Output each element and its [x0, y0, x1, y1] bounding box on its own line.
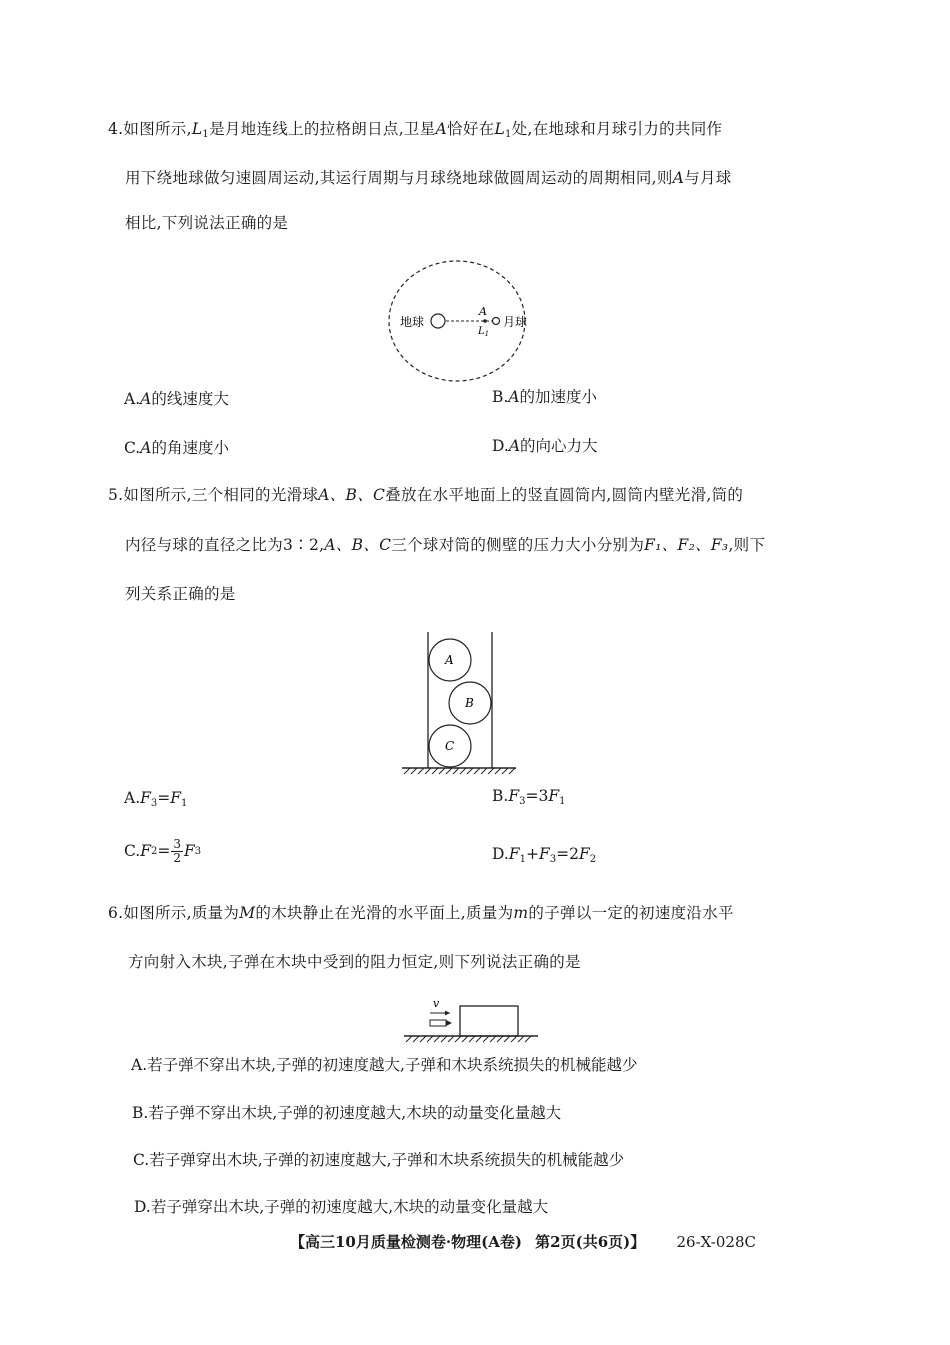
force-symbol: F: [170, 789, 182, 807]
satellite-A-dot: [483, 319, 487, 323]
symbol-A: A: [672, 169, 685, 187]
q5-text: 列关系正确的是: [125, 585, 236, 603]
q5-cylinder-figure: [398, 628, 520, 776]
option-text: 若子弹穿出木块,子弹的初速度越大,子弹和木块系统损失的机械能越少: [149, 1151, 625, 1169]
q6-option-b[interactable]: [132, 1106, 561, 1122]
footer-title: 【高三10月质量检测卷·物理(A卷): [290, 1233, 522, 1251]
option-text: 的角速度小: [151, 439, 229, 457]
option-letter: B.: [132, 1104, 149, 1122]
q5-stem-line-3: [125, 587, 236, 603]
ratio: 3∶2,: [283, 536, 325, 554]
q5-option-a[interactable]: [124, 791, 187, 807]
option-letter: D.: [492, 845, 509, 863]
q5-text: ,则下: [728, 536, 766, 554]
mass-M: M: [239, 904, 256, 922]
earth-label: 地球: [400, 315, 425, 329]
option-text: 的线速度大: [151, 390, 229, 408]
q6-option-d[interactable]: [134, 1200, 548, 1216]
option-letter: C.: [124, 439, 141, 457]
velocity-label: v: [433, 997, 440, 1010]
balls-abc: A、B、C: [318, 486, 386, 504]
symbol-L1: L: [494, 120, 506, 138]
q4-option-c[interactable]: [124, 441, 229, 457]
option-letter: D.: [492, 437, 509, 455]
q4-text: 相比,下列说法正确的是: [125, 214, 289, 232]
footer-page: 第2页(共6页)】: [535, 1233, 646, 1251]
q5-text: 如图所示,三个相同的光滑球: [123, 486, 319, 504]
plus: +: [525, 845, 539, 863]
bullet-tip: [446, 1020, 452, 1026]
lagrange-label: $L_1$: [478, 326, 490, 338]
option-text: 若子弹穿出木块,子弹的初速度越大,木块的动量变化量越大: [150, 1198, 549, 1216]
option-subject: A: [140, 439, 152, 457]
option-text: 的加速度小: [519, 388, 598, 406]
mass-m: m: [513, 904, 529, 922]
ball-c-label: C: [445, 739, 455, 753]
option-letter: A.: [124, 390, 141, 408]
force-symbol: F: [184, 841, 195, 860]
q4-option-d[interactable]: [492, 439, 598, 455]
q5-text: 内径与球的直径之比为: [125, 536, 284, 554]
fraction: [171, 838, 183, 865]
force-symbol: F: [140, 789, 151, 807]
symbol-L1: L: [191, 120, 203, 138]
symbol-A: A: [435, 120, 448, 138]
q6-bullet-block-figure: [400, 996, 550, 1046]
option-subject: A: [140, 390, 152, 408]
subscript: 3: [549, 854, 557, 865]
q6-stem-line-1: [108, 906, 734, 922]
forces: F₁、F₂、F₃: [644, 536, 729, 554]
satellite-A-label: A: [479, 305, 487, 318]
force-symbol: F: [508, 845, 520, 863]
ground-hatching: [404, 768, 515, 774]
option-letter: A.: [124, 789, 141, 807]
moon-circle: [493, 318, 500, 325]
q6-option-c[interactable]: [133, 1153, 624, 1169]
q4-option-a[interactable]: [124, 392, 229, 408]
moon-label: 月球: [503, 315, 528, 329]
force-symbol: F: [538, 845, 550, 863]
equals: =2: [556, 845, 579, 863]
q5-option-d[interactable]: [492, 847, 596, 863]
option-subject: A: [508, 388, 520, 406]
option-letter: C.: [124, 841, 141, 860]
equals: =: [157, 789, 171, 807]
force-symbol: F: [140, 841, 151, 860]
ball-b-label: B: [465, 696, 474, 710]
ball-a-label: A: [445, 653, 454, 667]
subscript: 1: [202, 129, 210, 140]
subscript: 3: [150, 798, 158, 809]
q5-text: 三个球对筒的侧壁的压力大小分别为: [391, 536, 645, 554]
subscript: 1: [181, 798, 188, 809]
equals: =3: [525, 787, 549, 805]
option-subject: A: [508, 437, 521, 455]
q6-number: 6.: [108, 904, 124, 922]
q6-text: 方向射入木块,子弹在木块中受到的阻力恒定,则下列说法正确的是: [128, 953, 581, 971]
option-letter: B.: [492, 388, 509, 406]
q4-text: 恰好在: [447, 120, 495, 138]
force-symbol: F: [578, 845, 590, 863]
q5-number: 5.: [108, 486, 124, 504]
q4-text: 处,在地球和月球引力的共同作: [511, 120, 723, 138]
q5-stem-line-1: [108, 488, 743, 504]
q6-text: 的木块静止在光滑的水平面上,质量为: [255, 904, 514, 922]
option-letter: D.: [134, 1198, 151, 1216]
q4-orbit-figure: [380, 255, 560, 385]
q5-option-b[interactable]: [492, 789, 565, 805]
q4-stem-line-1: [108, 122, 722, 138]
option-letter: B.: [492, 787, 509, 805]
option-letter: C.: [133, 1151, 150, 1169]
q4-text: 是月地连线上的拉格朗日点,卫星: [209, 120, 436, 138]
q4-number: 4.: [108, 120, 124, 138]
footer-code: 26-X-028C: [676, 1233, 756, 1251]
subscript: 1: [559, 796, 566, 807]
q5-option-c[interactable]: C. F 2 = $\frac{3}{2}$ F 3: [124, 837, 202, 865]
q4-stem-line-3: [125, 216, 288, 232]
bullet: [430, 1020, 446, 1026]
force-symbol: F: [548, 787, 560, 805]
fraction-denominator: 2: [173, 851, 182, 865]
q4-option-b[interactable]: [492, 390, 597, 406]
wood-block: [460, 1006, 518, 1036]
option-text: 若子弹不穿出木块,子弹的初速度越大,木块的动量变化量越大: [148, 1104, 562, 1122]
q4-text: 与月球: [684, 169, 732, 187]
q6-stem-line-2: [128, 955, 581, 971]
q6-option-a[interactable]: [131, 1058, 637, 1074]
fraction-numerator: 3: [173, 837, 182, 851]
q5-text: 叠放在水平地面上的竖直圆筒内,圆筒内壁光滑,筒的: [385, 486, 744, 504]
balls-abc: A、B、C: [324, 536, 392, 554]
q4-text: 如图所示,: [123, 120, 192, 138]
subscript: 2: [589, 854, 597, 865]
q5-stem-line-2: [125, 538, 765, 554]
force-symbol: F: [508, 787, 520, 805]
page-footer: [290, 1231, 756, 1252]
option-text: 的向心力大: [520, 437, 598, 455]
q4-text: 用下绕地球做匀速圆周运动,其运行周期与月球绕地球做圆周运动的周期相同,则: [125, 169, 673, 187]
option-letter: A.: [131, 1056, 148, 1074]
option-text: 若子弹不穿出木块,子弹的初速度越大,子弹和木块系统损失的机械能越少: [147, 1056, 638, 1074]
equals: =: [157, 841, 171, 860]
q6-text: 如图所示,质量为: [123, 904, 240, 922]
q4-stem-line-2: [125, 171, 732, 187]
q6-text: 的子弹以一定的初速度沿水平: [528, 904, 734, 922]
surface-hatching: [406, 1036, 531, 1042]
subscript: 1: [519, 854, 526, 865]
earth-circle: [431, 314, 445, 328]
subscript: 1: [505, 129, 512, 140]
velocity-arrow-head: [445, 1011, 450, 1016]
subscript: 3: [519, 796, 526, 807]
